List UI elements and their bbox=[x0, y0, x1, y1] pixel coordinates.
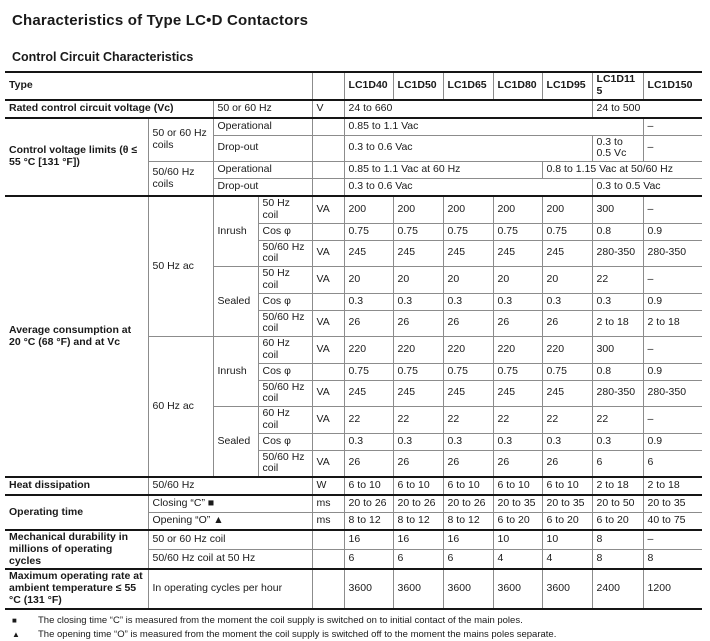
table-cell: 3600 bbox=[493, 569, 542, 608]
table-cell: 50 Hz ac bbox=[148, 196, 213, 337]
table-cell: 245 bbox=[493, 240, 542, 267]
table-cell: 20 to 26 bbox=[344, 495, 393, 513]
page bbox=[0, 12, 710, 641]
unit-cell bbox=[312, 433, 344, 450]
table-cell: 6 to 20 bbox=[542, 513, 592, 531]
table-cell: 0.9 bbox=[643, 223, 702, 240]
row-label: Rated control circuit voltage (Vc) bbox=[5, 100, 213, 118]
footnotes bbox=[12, 615, 710, 641]
table-cell: 22 bbox=[592, 407, 643, 434]
table-cell: 22 bbox=[493, 407, 542, 434]
table-cell: 50/60 Hz coil bbox=[258, 450, 312, 477]
table-cell: 0.75 bbox=[443, 223, 493, 240]
table-cell: 280-350 bbox=[643, 240, 702, 267]
unit-cell bbox=[312, 550, 344, 570]
table-cell: 245 bbox=[493, 380, 542, 407]
table-cell: 8 to 12 bbox=[393, 513, 443, 531]
column-header: LC1D40 bbox=[344, 72, 393, 100]
table-cell: 0.3 bbox=[493, 433, 542, 450]
table-cell: 8 bbox=[643, 550, 702, 570]
table-cell: Opening “O” ▲ bbox=[148, 513, 312, 531]
unit-cell bbox=[312, 135, 344, 162]
table-cell: 245 bbox=[443, 380, 493, 407]
unit-cell: VA bbox=[312, 450, 344, 477]
table-cell: 0.3 to 0.5 Vac bbox=[592, 179, 702, 197]
table-cell: Cos φ bbox=[258, 293, 312, 310]
table-cell: 200 bbox=[542, 196, 592, 223]
table-cell: 20 to 35 bbox=[493, 495, 542, 513]
page-title: Characteristics of Type LC•D Contactors bbox=[12, 12, 309, 29]
unit-cell: VA bbox=[312, 380, 344, 407]
table-cell: 20 to 50 bbox=[592, 495, 643, 513]
square-marker-icon: ■ bbox=[12, 615, 17, 625]
table-cell: 0.75 bbox=[542, 223, 592, 240]
table-cell: 0.85 to 1.1 Vac bbox=[344, 118, 643, 136]
table-cell: 50 or 60 Hz coils bbox=[148, 118, 213, 162]
table-cell: 0.3 bbox=[443, 433, 493, 450]
row-label: Maximum operating rate at ambient temperature ≤ 55 °C (131 °F) bbox=[5, 569, 148, 608]
table-cell: – bbox=[643, 337, 702, 364]
unit-cell: W bbox=[312, 477, 344, 495]
unit-cell: VA bbox=[312, 407, 344, 434]
row-label: Heat dissipation bbox=[5, 477, 148, 495]
table-cell: 20 to 35 bbox=[643, 495, 702, 513]
table-cell: 16 bbox=[344, 530, 393, 550]
section-title: Control Circuit Characteristics bbox=[12, 50, 194, 64]
table-body bbox=[5, 72, 702, 609]
table-cell: 200 bbox=[393, 196, 443, 223]
table-cell: Cos φ bbox=[258, 433, 312, 450]
table-cell: 6 bbox=[393, 550, 443, 570]
table-cell: 200 bbox=[344, 196, 393, 223]
table-cell: 220 bbox=[542, 337, 592, 364]
table-cell: 245 bbox=[393, 240, 443, 267]
table-cell: 0.9 bbox=[643, 293, 702, 310]
unit-cell bbox=[312, 162, 344, 179]
table-cell: 6 bbox=[643, 450, 702, 477]
table-cell: 22 bbox=[443, 407, 493, 434]
table-cell: 6 to 10 bbox=[393, 477, 443, 495]
table-cell: 26 bbox=[542, 450, 592, 477]
table-cell: 20 bbox=[344, 267, 393, 294]
table-cell: 0.3 bbox=[393, 433, 443, 450]
table-cell: 8 to 12 bbox=[443, 513, 493, 531]
table-cell: 6 to 10 bbox=[542, 477, 592, 495]
table-cell: 6 bbox=[443, 550, 493, 570]
table-cell: 26 bbox=[443, 310, 493, 337]
unit-cell: VA bbox=[312, 240, 344, 267]
table-cell: Sealed bbox=[213, 267, 258, 337]
table-cell: 0.3 bbox=[592, 293, 643, 310]
unit-cell: ms bbox=[312, 495, 344, 513]
table-cell: 26 bbox=[393, 310, 443, 337]
table-cell: 0.75 bbox=[393, 363, 443, 380]
table-cell: 6 to 10 bbox=[443, 477, 493, 495]
column-header: LC1D80 bbox=[493, 72, 542, 100]
table-cell: 4 bbox=[542, 550, 592, 570]
table-cell: 0.3 bbox=[393, 293, 443, 310]
table-cell: 50 or 60 Hz coil bbox=[148, 530, 312, 550]
table-cell: Drop-out bbox=[213, 179, 312, 197]
table-cell: 50/60 Hz coil bbox=[258, 380, 312, 407]
table-cell: 60 Hz ac bbox=[148, 337, 213, 478]
table-cell: 60 Hz coil bbox=[258, 407, 312, 434]
table-cell: 20 bbox=[393, 267, 443, 294]
table-cell: 26 bbox=[344, 310, 393, 337]
column-header: LC1D65 bbox=[443, 72, 493, 100]
table-cell: 50/60 Hz coil bbox=[258, 240, 312, 267]
table-cell: 0.75 bbox=[344, 223, 393, 240]
table-cell: 2400 bbox=[592, 569, 643, 608]
table-cell: 200 bbox=[443, 196, 493, 223]
table-cell: 20 to 35 bbox=[542, 495, 592, 513]
unit-cell: VA bbox=[312, 267, 344, 294]
table-cell: 8 bbox=[592, 550, 643, 570]
table-cell: Cos φ bbox=[258, 363, 312, 380]
unit-cell bbox=[312, 179, 344, 197]
table-cell: 24 to 660 bbox=[344, 100, 592, 118]
table-cell: 3600 bbox=[542, 569, 592, 608]
table-cell: Operational bbox=[213, 162, 312, 179]
table-cell: 40 to 75 bbox=[643, 513, 702, 531]
row-label: Mechanical durability in millions of operating cycles bbox=[5, 530, 148, 569]
table-cell: 26 bbox=[393, 450, 443, 477]
table-cell: 4 bbox=[493, 550, 542, 570]
table-cell: 60 Hz coil bbox=[258, 337, 312, 364]
table-cell: 50/60 Hz coils bbox=[148, 162, 213, 197]
triangle-marker-icon: ▲ bbox=[12, 629, 20, 639]
table-cell: 24 to 500 bbox=[592, 100, 702, 118]
table-cell: – bbox=[643, 118, 702, 136]
table-cell: 1200 bbox=[643, 569, 702, 608]
footnote-text: The opening time “O” is measured from the moment the coil supply is switched off to the moment the mains poles separate. bbox=[38, 628, 557, 640]
unit-cell: V bbox=[312, 100, 344, 118]
table-cell: 300 bbox=[592, 337, 643, 364]
table-cell: 280-350 bbox=[592, 240, 643, 267]
unit-cell: VA bbox=[312, 196, 344, 223]
table-cell: 3600 bbox=[393, 569, 443, 608]
table-cell: 6 to 10 bbox=[493, 477, 542, 495]
table-cell: 0.75 bbox=[344, 363, 393, 380]
table-cell: 6 to 20 bbox=[493, 513, 542, 531]
table-cell: 245 bbox=[344, 240, 393, 267]
column-header: LC1D95 bbox=[542, 72, 592, 100]
characteristics-table bbox=[5, 71, 702, 610]
footnote-text: The closing time “C” is measured from the moment the coil supply is switched on to initial contact of the main poles. bbox=[38, 614, 523, 626]
table-cell: 245 bbox=[393, 380, 443, 407]
footnote-closing-time bbox=[12, 615, 710, 627]
footnote-opening-time bbox=[12, 629, 710, 641]
table-cell: 280-350 bbox=[592, 380, 643, 407]
table-cell: 8 bbox=[592, 530, 643, 550]
table-cell: 0.3 bbox=[344, 293, 393, 310]
column-header: LC1D50 bbox=[393, 72, 443, 100]
table-cell: Sealed bbox=[213, 407, 258, 478]
row-label: Control voltage limits (θ ≤ 55 °C [131 °F]) bbox=[5, 118, 148, 197]
column-header: Type bbox=[5, 72, 312, 100]
table-cell: 6 to 10 bbox=[344, 477, 393, 495]
table-cell: 220 bbox=[443, 337, 493, 364]
table-cell: 22 bbox=[344, 407, 393, 434]
table-cell: 245 bbox=[542, 240, 592, 267]
unit-cell bbox=[312, 223, 344, 240]
table-cell: Inrush bbox=[213, 337, 258, 407]
row-label: Average consumption at 20 °C (68 °F) and at Vc bbox=[5, 196, 148, 477]
table-cell: 280-350 bbox=[643, 380, 702, 407]
table-cell: – bbox=[643, 407, 702, 434]
table-cell: Cos φ bbox=[258, 223, 312, 240]
table-cell: 0.3 bbox=[443, 293, 493, 310]
table-cell: 0.8 bbox=[592, 223, 643, 240]
table-cell: 2 to 18 bbox=[643, 477, 702, 495]
table-cell: – bbox=[643, 267, 702, 294]
table-cell: 8 to 12 bbox=[344, 513, 393, 531]
table-cell: 0.3 to 0.5 Vc bbox=[592, 135, 643, 162]
table-cell: 22 bbox=[393, 407, 443, 434]
table-cell: 0.3 bbox=[542, 293, 592, 310]
table-cell: 20 bbox=[493, 267, 542, 294]
unit-cell: ms bbox=[312, 513, 344, 531]
table-cell: 0.75 bbox=[493, 223, 542, 240]
table-cell: 10 bbox=[493, 530, 542, 550]
table-cell: 22 bbox=[542, 407, 592, 434]
unit-cell bbox=[312, 118, 344, 136]
table-cell: 0.3 to 0.6 Vac bbox=[344, 135, 592, 162]
table-cell: 220 bbox=[393, 337, 443, 364]
table-cell: 26 bbox=[542, 310, 592, 337]
table-cell: 0.3 bbox=[592, 433, 643, 450]
table-cell: 16 bbox=[443, 530, 493, 550]
table-cell: 50/60 Hz coil bbox=[258, 310, 312, 337]
table-cell: 0.85 to 1.1 Vac at 60 Hz bbox=[344, 162, 542, 179]
table-cell: 26 bbox=[443, 450, 493, 477]
table-cell: 26 bbox=[493, 310, 542, 337]
table-cell: 10 bbox=[542, 530, 592, 550]
column-header: LC1D115 bbox=[592, 72, 643, 100]
table-cell: 6 to 20 bbox=[592, 513, 643, 531]
row-label: Operating time bbox=[5, 495, 148, 530]
table-cell: 300 bbox=[592, 196, 643, 223]
table-cell: 0.3 bbox=[493, 293, 542, 310]
table-cell: 16 bbox=[393, 530, 443, 550]
table-cell: 50 Hz coil bbox=[258, 267, 312, 294]
table-cell: 6 bbox=[592, 450, 643, 477]
table-cell: 0.3 bbox=[344, 433, 393, 450]
table-cell: 50 Hz coil bbox=[258, 196, 312, 223]
table-cell: 6 bbox=[344, 550, 393, 570]
table-cell: – bbox=[643, 530, 702, 550]
column-header: LC1D150 bbox=[643, 72, 702, 100]
table-cell: Operational bbox=[213, 118, 312, 136]
table-cell: – bbox=[643, 196, 702, 223]
table-cell: 220 bbox=[344, 337, 393, 364]
table-cell: 0.8 bbox=[592, 363, 643, 380]
table-cell: 0.3 bbox=[542, 433, 592, 450]
table-cell: 50/60 Hz bbox=[148, 477, 312, 495]
table-cell: 3600 bbox=[344, 569, 393, 608]
table-cell: 20 bbox=[542, 267, 592, 294]
table-cell: – bbox=[643, 135, 702, 162]
table-cell: 0.75 bbox=[542, 363, 592, 380]
table-cell: Drop-out bbox=[213, 135, 312, 162]
table-cell: 200 bbox=[493, 196, 542, 223]
table-cell: 245 bbox=[443, 240, 493, 267]
table-cell: 0.3 to 0.6 Vac bbox=[344, 179, 592, 197]
table-cell: 2 to 18 bbox=[643, 310, 702, 337]
table-cell: 220 bbox=[493, 337, 542, 364]
table-cell: 22 bbox=[592, 267, 643, 294]
table-cell: 2 to 18 bbox=[592, 477, 643, 495]
table-cell: In operating cycles per hour bbox=[148, 569, 312, 608]
table-cell: 20 to 26 bbox=[443, 495, 493, 513]
table-cell: 20 bbox=[443, 267, 493, 294]
unit-cell bbox=[312, 293, 344, 310]
table-cell: 245 bbox=[542, 380, 592, 407]
table-cell: 0.75 bbox=[493, 363, 542, 380]
table-cell: 3600 bbox=[443, 569, 493, 608]
unit-cell bbox=[312, 530, 344, 550]
column-header bbox=[312, 72, 344, 100]
table-cell: 50/60 Hz coil at 50 Hz bbox=[148, 550, 312, 570]
unit-cell: VA bbox=[312, 310, 344, 337]
table-cell: Closing “C” ■ bbox=[148, 495, 312, 513]
table-cell: Inrush bbox=[213, 196, 258, 267]
table-cell: 0.9 bbox=[643, 433, 702, 450]
unit-cell bbox=[312, 569, 344, 608]
table-cell: 20 to 26 bbox=[393, 495, 443, 513]
table-cell: 26 bbox=[493, 450, 542, 477]
table-cell: 26 bbox=[344, 450, 393, 477]
table-cell: 0.75 bbox=[393, 223, 443, 240]
table-cell: 2 to 18 bbox=[592, 310, 643, 337]
unit-cell bbox=[312, 363, 344, 380]
table-cell: 50 or 60 Hz bbox=[213, 100, 312, 118]
table-cell: 0.9 bbox=[643, 363, 702, 380]
unit-cell: VA bbox=[312, 337, 344, 364]
table-cell: 0.8 to 1.15 Vac at 50/60 Hz bbox=[542, 162, 702, 179]
table-cell: 245 bbox=[344, 380, 393, 407]
table-cell: 0.75 bbox=[443, 363, 493, 380]
